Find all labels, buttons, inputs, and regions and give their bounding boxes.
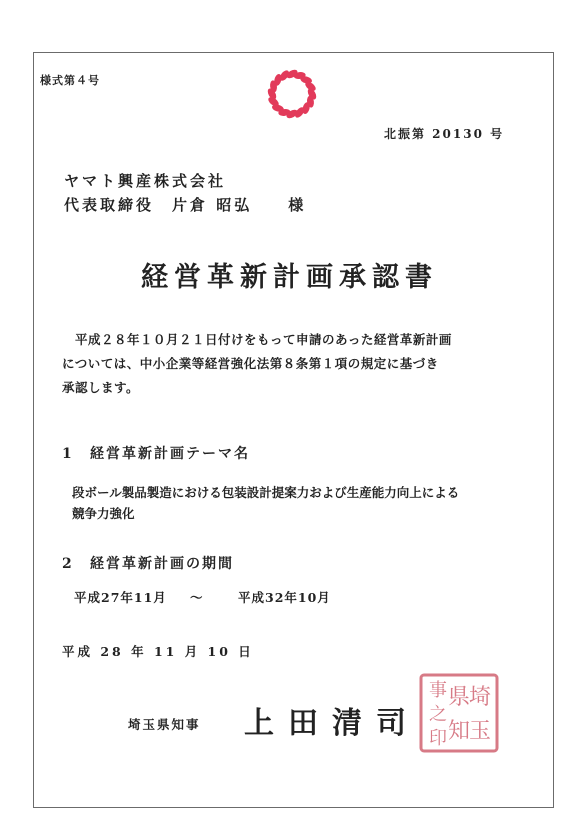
approval-statement-line: 平成２８年１０月２１日付けをもって申請のあった経営革新計画 [75,332,452,347]
period-separator: ～ [190,590,204,605]
section-1-heading [62,443,250,463]
plan-theme-line: 競争力強化 [72,506,135,521]
seal-character: 県 [447,685,471,710]
seal-character: 埼 [468,685,492,710]
issue-date: 平成 28 年 11 月 10 日 [62,644,254,659]
seal-character: 之 [429,704,447,725]
document-title: 経営革新計画承認書 [141,262,438,293]
approval-statement [62,328,536,400]
seal-character: 事 [429,680,447,701]
period-end: 平成32年10月 [238,590,331,605]
section-2-title: 経営革新計画の期間 [90,556,234,572]
seal-character: 印 [429,728,447,749]
prefecture-emblem-icon [264,66,320,122]
plan-theme [72,482,459,524]
seal-character: 玉 [468,719,492,744]
official-seal-stamp [418,672,500,754]
issuer-name: 上田清司 [244,706,420,741]
plan-theme-line: 段ボール製品製造における包装設計提案力および生産能力向上による [72,485,460,500]
form-number: 様式第４号 [40,74,100,87]
section-1-title: 経営革新計画テーマ名 [90,446,250,462]
seal-character: 知 [447,719,471,744]
section-1-number: 1 [62,446,74,462]
period-start: 平成27年11月 [74,590,167,605]
approval-statement-line: 承認します。 [62,380,140,395]
recipient-representative: 代表取締役 片倉 昭弘 様 [64,196,307,214]
section-2-number: 2 [62,556,74,572]
issuer-title: 埼玉県知事 [128,717,201,732]
section-2-heading [62,553,234,573]
recipient-company: ヤマト興産株式会社 [64,172,227,190]
document-number: 北振第 20130 号 [384,127,505,141]
approval-statement-line: については、中小企業等経営強化法第８条第１項の規定に基づき [62,356,439,371]
